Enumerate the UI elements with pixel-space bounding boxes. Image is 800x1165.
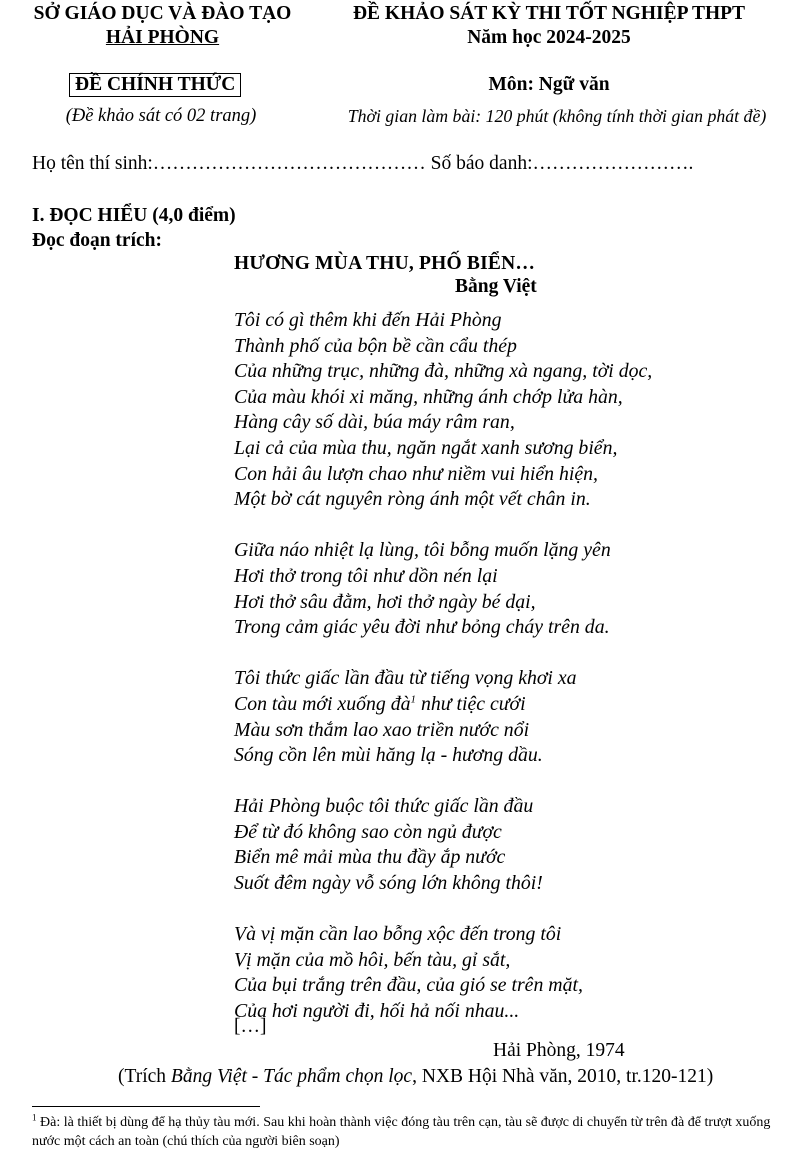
school-year: Năm học 2024-2025 (467, 27, 631, 48)
poem-author: Bằng Việt (455, 276, 537, 297)
poem-line: Hàng cây số dài, búa máy râm ran, (234, 411, 515, 434)
city-name: HẢI PHÒNG (105, 27, 220, 48)
issuing-authority (20, 2, 305, 50)
footnote-text: Đà: là thiết bị dùng để hạ thủy tàu mới. Sau khi hoàn thành việc đóng tàu trên cạn, tàu sẽ được di chuyển từ trên đà để trượt xuống nước một cách an toàn (chú thích của người biên soạn) (32, 1115, 771, 1149)
read-label: Đọc đoạn trích: (32, 230, 162, 251)
place-date: Hải Phòng, 1974 (493, 1040, 625, 1061)
candidate-info-line: Họ tên thí sinh:…………………………………… Số báo danh:……………………. (32, 153, 694, 174)
poem-line: Suốt đêm ngày vỗ sóng lớn không thôi! (234, 872, 543, 895)
poem-line: Của màu khói xi măng, những ánh chớp lửa hàn, (234, 385, 623, 408)
duration-note: Thời gian làm bài: 120 phút (không tính thời gian phát đề) (347, 106, 767, 126)
section-heading: I. ĐỌC HIỂU (4,0 điểm) (32, 205, 236, 226)
poem-line: Giữa náo nhiệt lạ lùng, tôi bỗng muốn lặng yên (234, 539, 611, 562)
footnote-number: 1 (32, 1112, 37, 1123)
poem-title: HƯƠNG MÙA THU, PHỐ BIỂN… (234, 253, 536, 274)
poem-line: Hơi thở trong tôi như dồn nén lại (234, 564, 498, 587)
citation-open: (Trích (118, 1066, 171, 1087)
poem-line: Sóng cồn lên mùi hăng lạ - hương dầu. (234, 744, 543, 767)
poem-line-with-footnote (234, 692, 652, 718)
poem-line: Của những trục, những đà, những xà ngang, tời dọc, (234, 360, 653, 383)
source-citation (118, 1066, 713, 1088)
footnote-divider (32, 1106, 260, 1107)
poem-line: Một bờ cát nguyên ròng ánh một vết chân in. (234, 488, 591, 511)
poem-body (234, 308, 652, 1025)
poem-line: Để từ đó không sao còn ngủ được (234, 820, 502, 843)
poem-line: Màu sơn thắm lao xao triền nước nổi (234, 718, 530, 741)
citation-book-title: Bằng Việt - Tác phẩm chọn lọc (170, 1066, 413, 1087)
poem-line: Vị mặn của mồ hôi, bến tàu, gỉ sắt, (234, 948, 511, 971)
stanza-break (234, 513, 652, 539)
poem-line: Tôi thức giấc lần đầu từ tiếng vọng khơi xa (234, 667, 577, 690)
poem-line-part: như tiệc cưới (416, 692, 526, 715)
stanza-break (234, 897, 652, 923)
poem-line: Tôi có gì thêm khi đến Hải Phòng (234, 309, 502, 331)
poem-line: Trong cảm giác yêu đời như bỏng cháy trên da. (234, 616, 610, 639)
poem-line: Của bụi trắng trên đầu, của gió se trên mặt, (234, 974, 583, 997)
poem-line-part: Con tàu mới xuống đà (234, 692, 411, 715)
stanza-break (234, 769, 652, 795)
footnote (32, 1113, 772, 1151)
exam-title: ĐỀ KHẢO SÁT KỲ THI TỐT NGHIỆP THPT (352, 3, 746, 24)
poem-line: Biển mê mải mùa thu đầy ắp nước (234, 846, 506, 869)
poem-line: Thành phố của bộn bề cần cẩu thép (234, 334, 517, 357)
poem-line: Con hải âu lượn chao như niềm vui hiển hiện, (234, 462, 598, 485)
footnote-marker: 1 (410, 693, 416, 706)
poem-line: Lại cả của mùa thu, ngăn ngắt xanh sương biển, (234, 436, 618, 459)
department-name: SỞ GIÁO DỤC VÀ ĐÀO TẠO (33, 3, 292, 24)
poem-line: Hơi thở sâu đằm, hơi thở ngày bé dại, (234, 590, 536, 613)
citation-rest: , NXB Hội Nhà văn, 2010, tr.120-121) (412, 1066, 714, 1087)
poem-omission-mark: […] (234, 1016, 267, 1037)
subject-label: Môn: Ngữ văn (488, 74, 610, 95)
poem-line: Của hơi người đi, hối hả nối nhau... (234, 1000, 520, 1023)
pages-note: (Đề khảo sát có 02 trang) (65, 106, 257, 126)
poem-line: Và vị mặn cần lao bỗng xộc đến trong tôi (234, 923, 562, 946)
stanza-break (234, 641, 652, 667)
official-stamp: ĐỀ CHÍNH THỨC (69, 73, 241, 97)
poem-line: Hải Phòng buộc tôi thức giấc lần đầu (234, 795, 534, 818)
exam-heading (318, 2, 780, 50)
